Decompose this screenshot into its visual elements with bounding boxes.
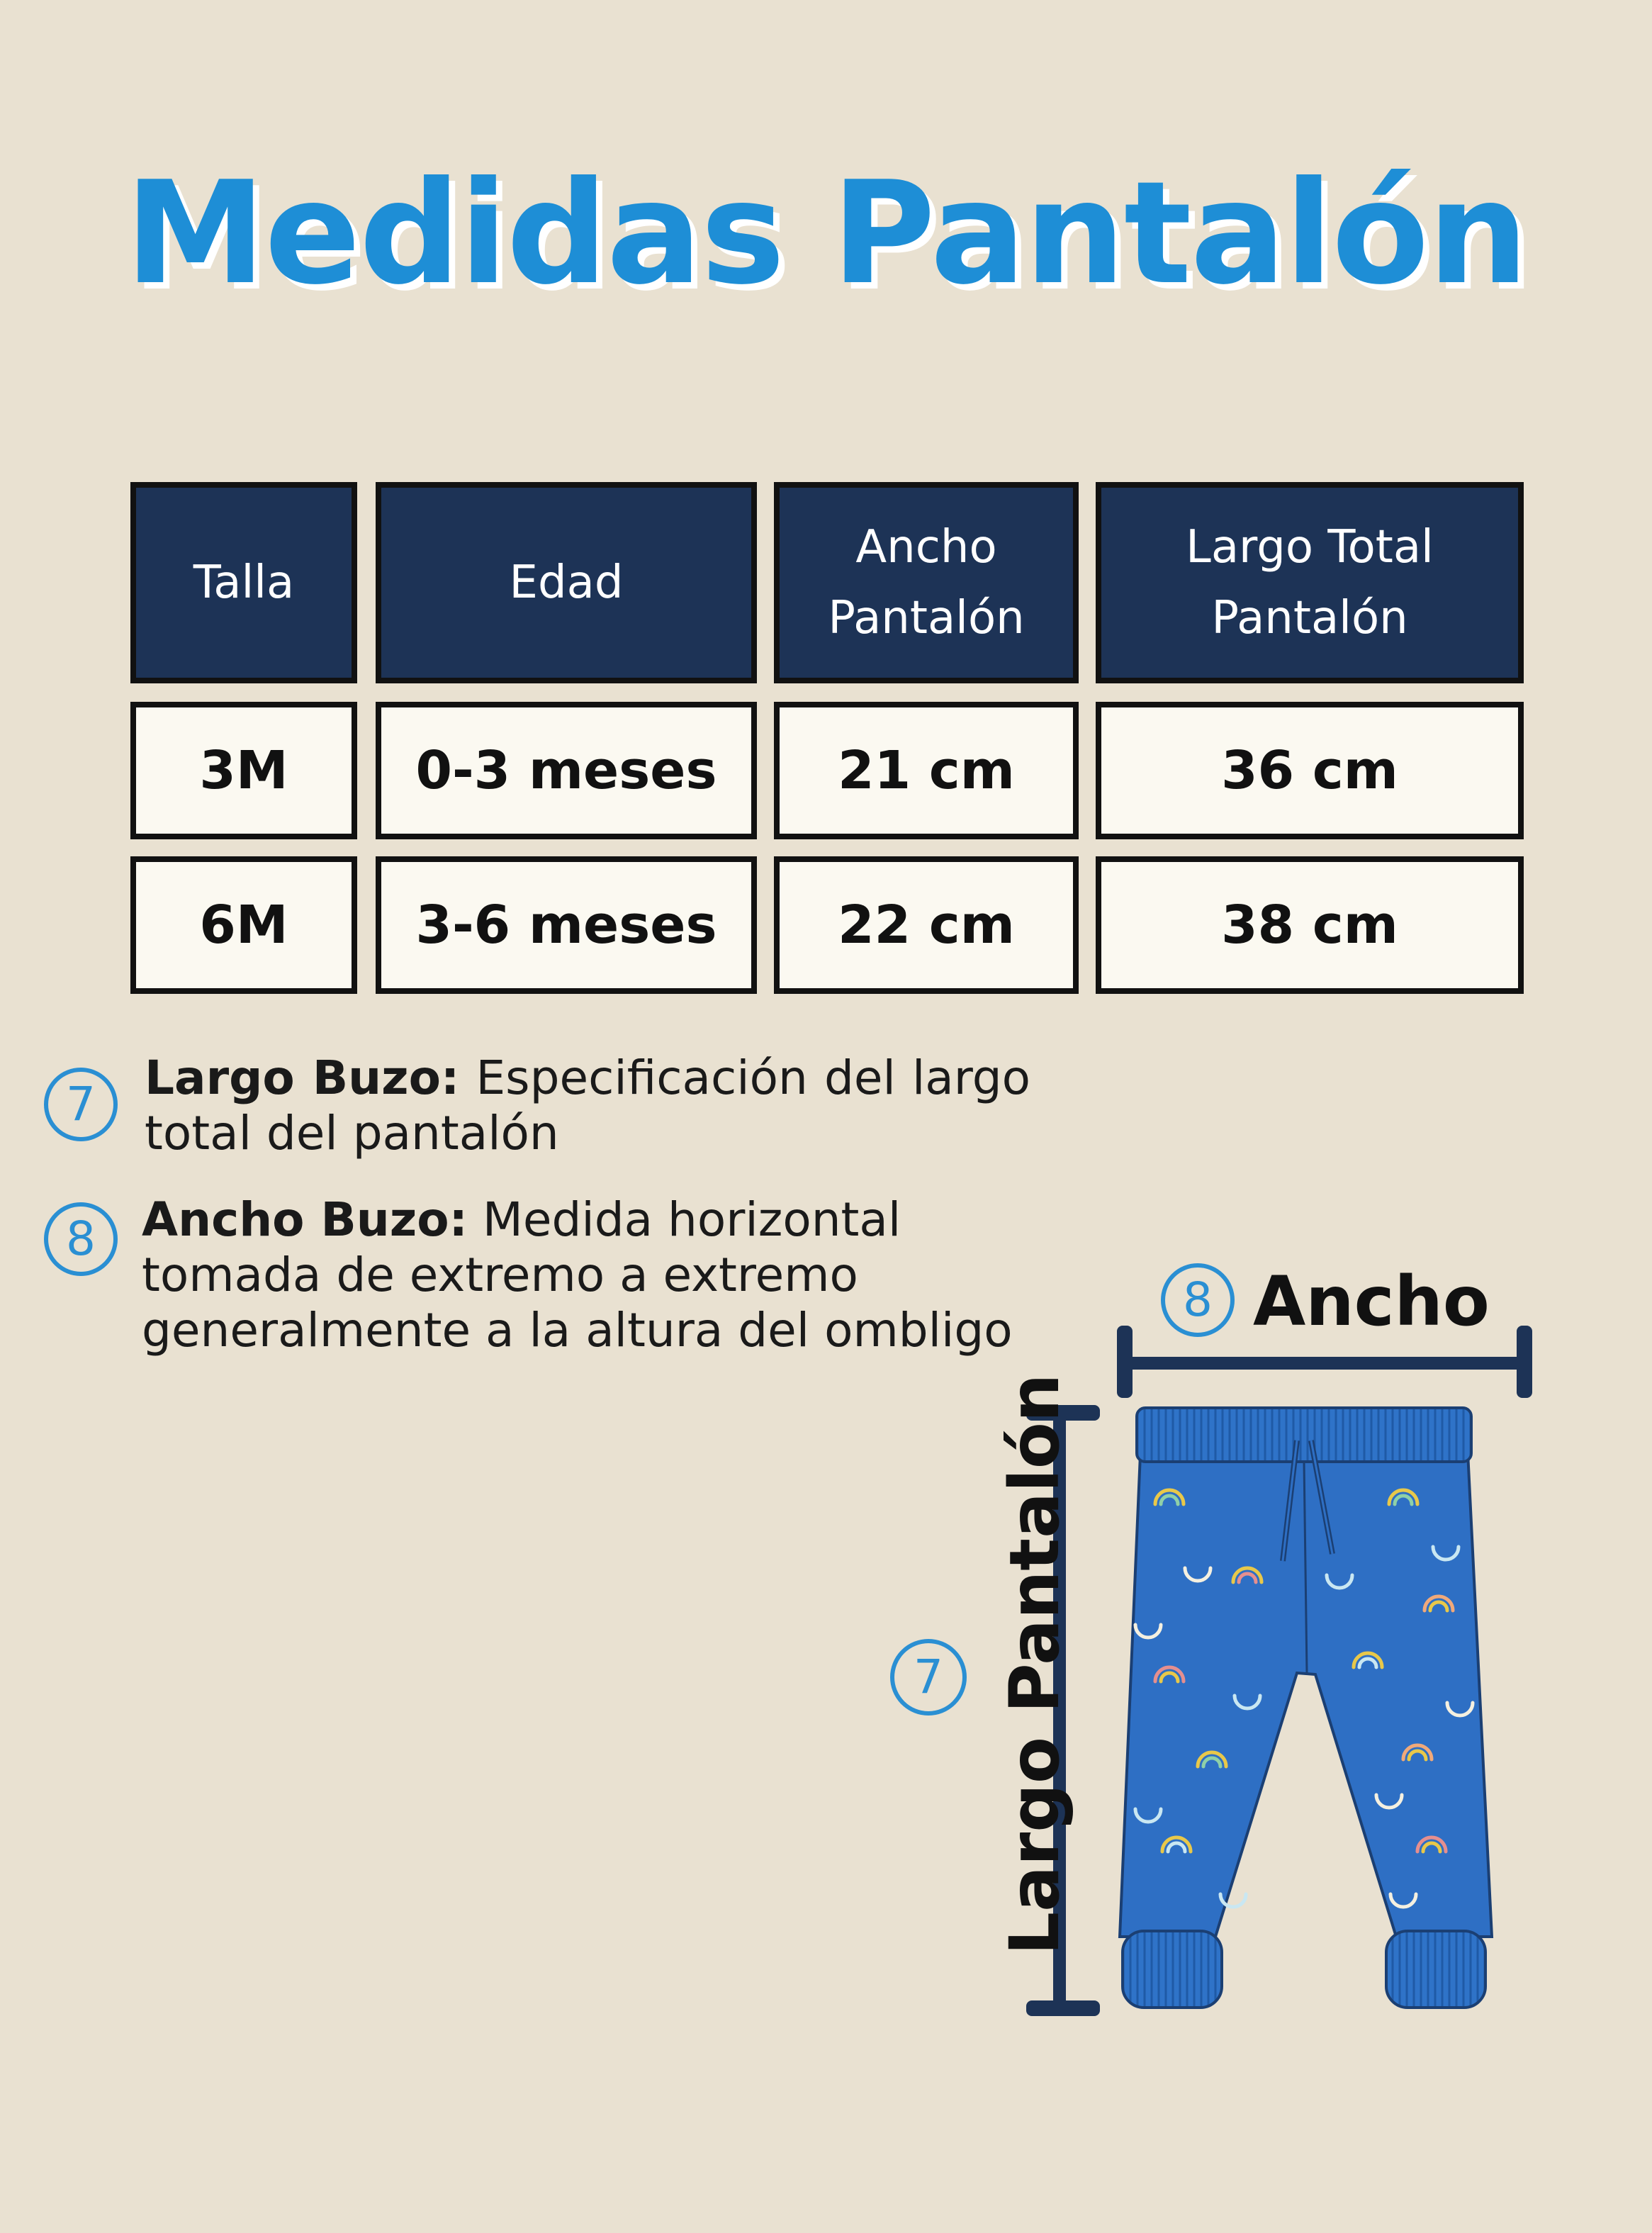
waistband <box>1137 1408 1471 1462</box>
note-term: Ancho Buzo: <box>142 1192 468 1247</box>
table-cell: 3M <box>130 702 357 839</box>
page-title: Medidas Pantalón <box>125 151 1527 316</box>
header-largo: Largo Total Pantalón <box>1096 482 1524 683</box>
length-label: Largo Pantalón <box>995 1373 1074 1955</box>
table-cell: 21 cm <box>774 702 1079 839</box>
right-cuff <box>1386 1931 1485 2008</box>
pants-body <box>1120 1438 1492 1937</box>
number-seven-icon: 7 <box>44 1068 118 1141</box>
note-text: Especificación del largo total del pantalón <box>145 1051 1030 1160</box>
width-bar-cap-right <box>1517 1326 1532 1398</box>
header-ancho: Ancho Pantalón <box>774 482 1079 683</box>
width-bar <box>1121 1357 1531 1370</box>
header-talla: Talla <box>130 482 357 683</box>
note-term: Largo Buzo: <box>145 1051 460 1105</box>
number-eight-icon: 8 <box>44 1202 118 1276</box>
number-eight-icon: 8 <box>1161 1263 1235 1337</box>
table-cell: 3-6 meses <box>376 856 757 994</box>
length-bar-cap-bottom <box>1026 2000 1100 2016</box>
header-edad: Edad <box>376 482 757 683</box>
table-cell: 0-3 meses <box>376 702 757 839</box>
width-bar-cap-left <box>1117 1326 1133 1398</box>
table-cell: 36 cm <box>1096 702 1524 839</box>
left-cuff <box>1123 1931 1222 2008</box>
note-largo <box>145 1051 1030 1161</box>
table-cell: 38 cm <box>1096 856 1524 994</box>
table-cell: 6M <box>130 856 357 994</box>
width-label: Ancho <box>1253 1262 1490 1341</box>
note-text: Medida horizontal tomada de extremo a extremo generalmente a la altura del ombligo <box>142 1192 1013 1358</box>
number-seven-icon: 7 <box>890 1639 967 1716</box>
note-ancho <box>142 1192 1091 1358</box>
table-cell: 22 cm <box>774 856 1079 994</box>
pants-illustration <box>1106 1398 1502 2022</box>
